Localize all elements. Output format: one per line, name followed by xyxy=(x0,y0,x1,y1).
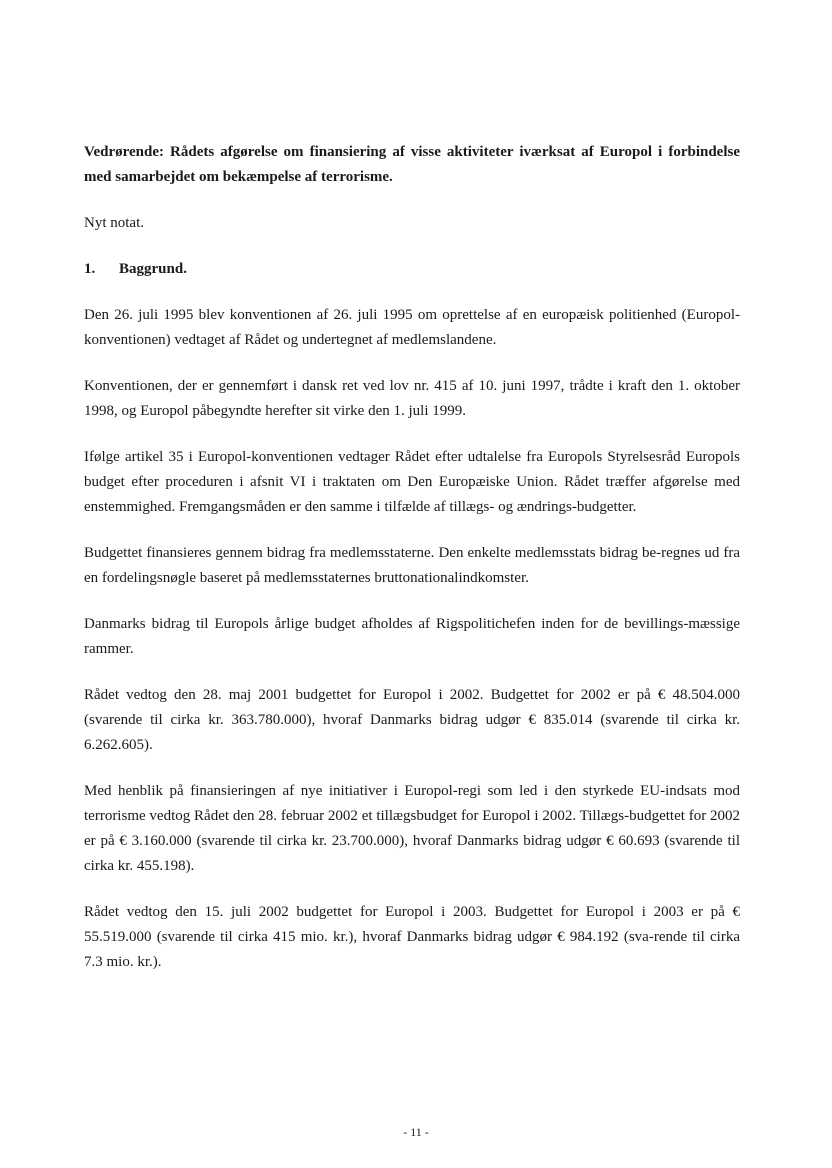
section-heading xyxy=(84,257,740,282)
paragraph: Med henblik på finansieringen af nye initiativer i Europol-regi som led i den styrkede EU-indsats mod terrorisme vedtog Rådet den 28. februar 2002 et tillægsbudget for Europol i 2002. Tillægs-budgettet for 2002 er på € 3.160.000 (svarende til cirka kr. 23.700.000), hvoraf Danmarks bidrag udgør € 60.693 (svarende til cirka kr. 455.198). xyxy=(84,783,740,874)
paragraph: Rådet vedtog den 28. maj 2001 budgettet for Europol i 2002. Budgettet for 2002 er på € 48.504.000 (svarende til cirka kr. 363.780.000), hvoraf Danmarks bidrag udgør € 835.014 (svarende til cirka kr. 6.262.605). xyxy=(84,687,740,753)
paragraph: Rådet vedtog den 15. juli 2002 budgettet for Europol i 2003. Budgettet for Europol i 2003 er på € 55.519.000 (svarende til cirka 415 mio. kr.), hvoraf Danmarks bidrag udgør € 984.192 (sva-rende til cirka 7.3 mio. kr.). xyxy=(84,904,740,970)
subject-heading: Vedrørende: Rådets afgørelse om finansiering af visse aktiviteter iværksat af Europol i forbindelse med samarbejdet om bekæmpelse af terrorisme. xyxy=(84,144,740,185)
section-title: Baggrund. xyxy=(119,261,187,277)
page-number: - 11 - xyxy=(403,1125,429,1139)
note-label: Nyt notat. xyxy=(84,215,144,231)
paragraph: Danmarks bidrag til Europols årlige budget afholdes af Rigspolitichefen inden for de bevillings-mæssige rammer. xyxy=(84,616,740,657)
paragraph: Budgettet finansieres gennem bidrag fra medlemsstaterne. Den enkelte medlemsstats bidrag be-regnes ud fra en fordelingsnøgle baseret på medlemsstaternes bruttonationalindkomster. xyxy=(84,545,740,586)
paragraph: Den 26. juli 1995 blev konventionen af 26. juli 1995 om oprettelse af en europæisk politienhed (Europol-konventionen) vedtaget af Rådet og undertegnet af medlemslandene. xyxy=(84,307,740,348)
paragraph: Konventionen, der er gennemført i dansk ret ved lov nr. 415 af 10. juni 1997, trådte i kraft den 1. oktober 1998, og Europol påbegyndte herefter sit virke den 1. juli 1999. xyxy=(84,378,740,419)
section-number: 1. xyxy=(84,261,96,277)
document-body xyxy=(84,140,740,996)
paragraph: Ifølge artikel 35 i Europol-konventionen vedtager Rådet efter udtalelse fra Europols Styrelsesråd Europols budget efter proceduren i afsnit VI i traktaten om Den Europæiske Union. Rådet træffer afgørelse med enstemmighed. Fremgangsmåden er den samme i tilfælde af tillægs- og ændrings-budgetter. xyxy=(84,449,740,515)
